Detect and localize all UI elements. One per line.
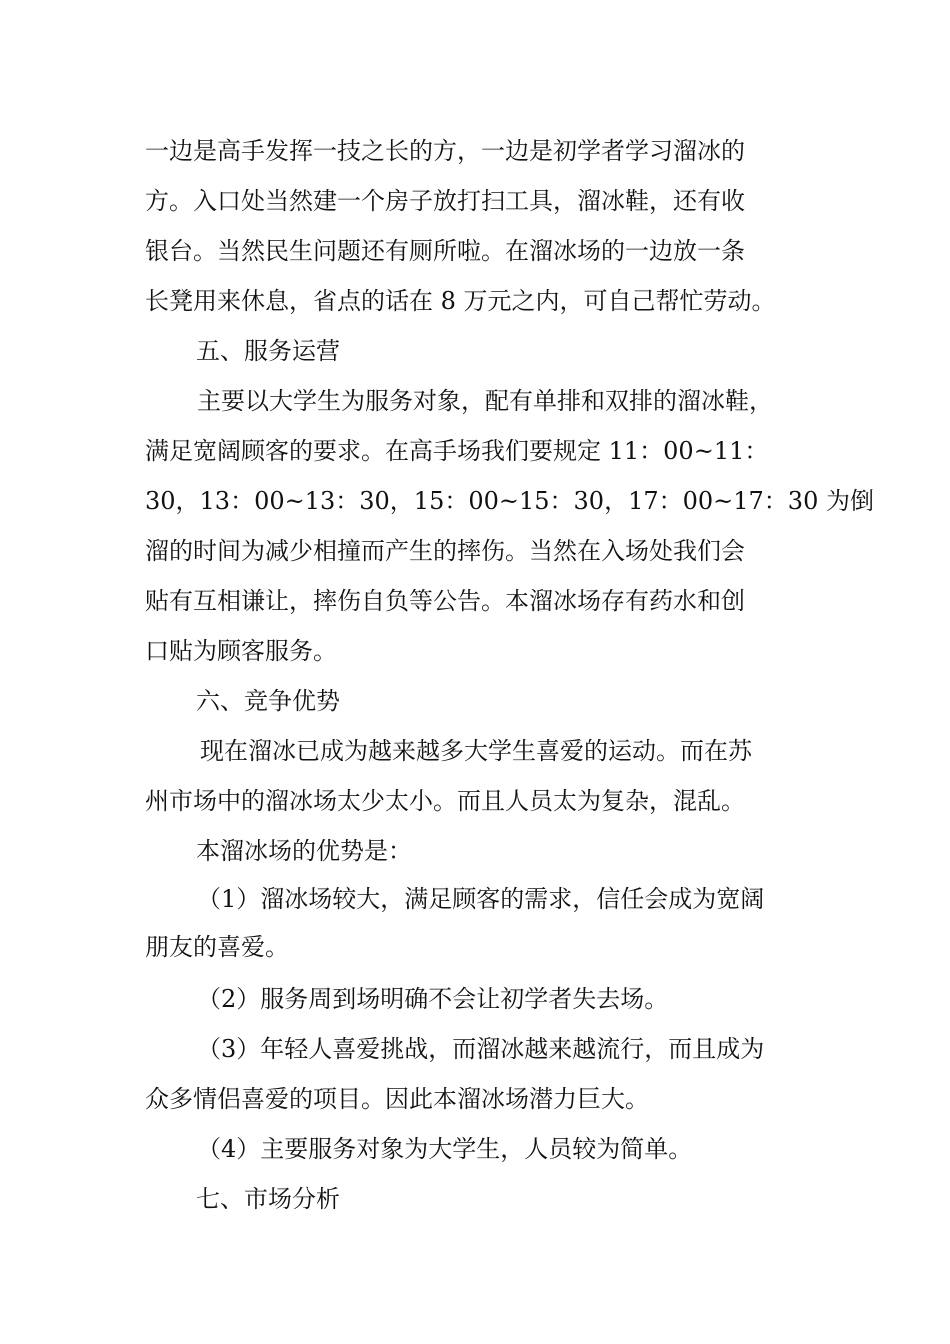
paragraph-line: 贴有互相谦让，摔伤自负等公告。本溜冰场存有药水和创	[145, 587, 745, 615]
paragraph-line: 现在溜冰已成为越来越多大学生喜爱的运动。而在苏	[200, 737, 752, 765]
paragraph-line: 满足宽阔顾客的要求。在高手场我们要规定 11：00~11：	[145, 437, 769, 465]
section-heading: 六、竞争优势	[196, 687, 340, 715]
paragraph-line: 口贴为顾客服务。	[145, 637, 337, 665]
paragraph-line: 方。入口处当然建一个房子放打扫工具，溜冰鞋，还有收	[145, 187, 745, 215]
list-item: （4）主要服务对象为大学生，人员较为简单。	[197, 1135, 693, 1163]
paragraph-line: 主要以大学生为服务对象，配有单排和双排的溜冰鞋，	[197, 387, 773, 415]
list-item: （3）年轻人喜爱挑战，而溜冰越来越流行，而且成为	[197, 1035, 765, 1063]
paragraph-line: 本溜冰场的优势是：	[196, 837, 412, 865]
paragraph-line: 溜的时间为减少相撞而产生的摔伤。当然在入场处我们会	[145, 537, 745, 565]
section-heading: 七、市场分析	[196, 1185, 340, 1213]
list-item: （1）溜冰场较大，满足顾客的需求，信任会成为宽阔	[197, 885, 765, 913]
paragraph-line: 银台。当然民生问题还有厕所啦。在溜冰场的一边放一条	[145, 237, 745, 265]
list-item: 众多情侣喜爱的项目。因此本溜冰场潜力巨大。	[145, 1085, 649, 1113]
section-heading: 五、服务运营	[196, 337, 340, 365]
paragraph-line: 州市场中的溜冰场太少太小。而且人员太为复杂，混乱。	[145, 787, 745, 815]
list-item: （2）服务周到场明确不会让初学者失去场。	[197, 985, 669, 1013]
list-item: 朋友的喜爱。	[145, 933, 289, 961]
paragraph-line: 长凳用来休息，省点的话在 8 万元之内，可自己帮忙劳动。	[145, 287, 776, 315]
paragraph-line: 30，13：00~13：30，15：00~15：30，17：00~17：30 为倒	[145, 487, 874, 515]
paragraph-line: 一边是高手发挥一技之长的方，一边是初学者学习溜冰的	[145, 137, 745, 165]
